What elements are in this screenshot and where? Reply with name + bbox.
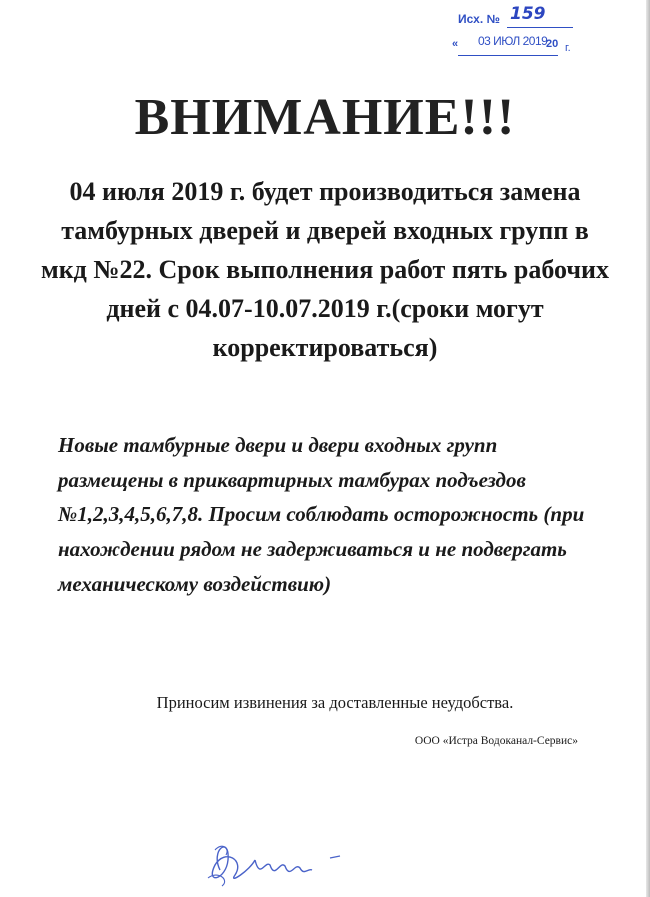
apology-text: Приносим извинения за доставленные неудобства.	[156, 693, 514, 712]
main-announcement: 04 июля 2019 г. будет производиться замена тамбурных дверей и дверей входных групп в мкд №22. Срок выполнения работ пять рабочих дней с 04.07-10.07.2019 г.(сроки могут корректироваться)	[40, 177, 609, 362]
notice-title: ВНИМАНИЕ!!!	[134, 89, 516, 146]
stamp-number-rule	[507, 27, 573, 28]
safety-notice: Новые тамбурные двери и двери входных групп размещены в приквартирных тамбурах подъездов №1,2,3,4,5,6,7,8. Просим соблюдать осторожность (при нахождении рядом не задерживаться и не подвергать механическому воздействию)	[58, 433, 585, 596]
organization-name: ООО «Истра Водоканал-Сервис»	[414, 735, 578, 747]
handwritten-signature	[200, 830, 360, 897]
stamp-year-suffix: 20	[546, 38, 559, 50]
stamp-date-rule	[458, 55, 558, 56]
registration-stamp	[450, 4, 600, 62]
stamp-year-unit: г.	[565, 42, 571, 54]
stamp-number: 159	[510, 4, 546, 24]
stamp-date-open-quote: «	[452, 38, 459, 50]
stamp-date: 03 ИЮЛ 2019	[478, 34, 548, 48]
stamp-outgoing-label: Исх. №	[458, 12, 500, 26]
